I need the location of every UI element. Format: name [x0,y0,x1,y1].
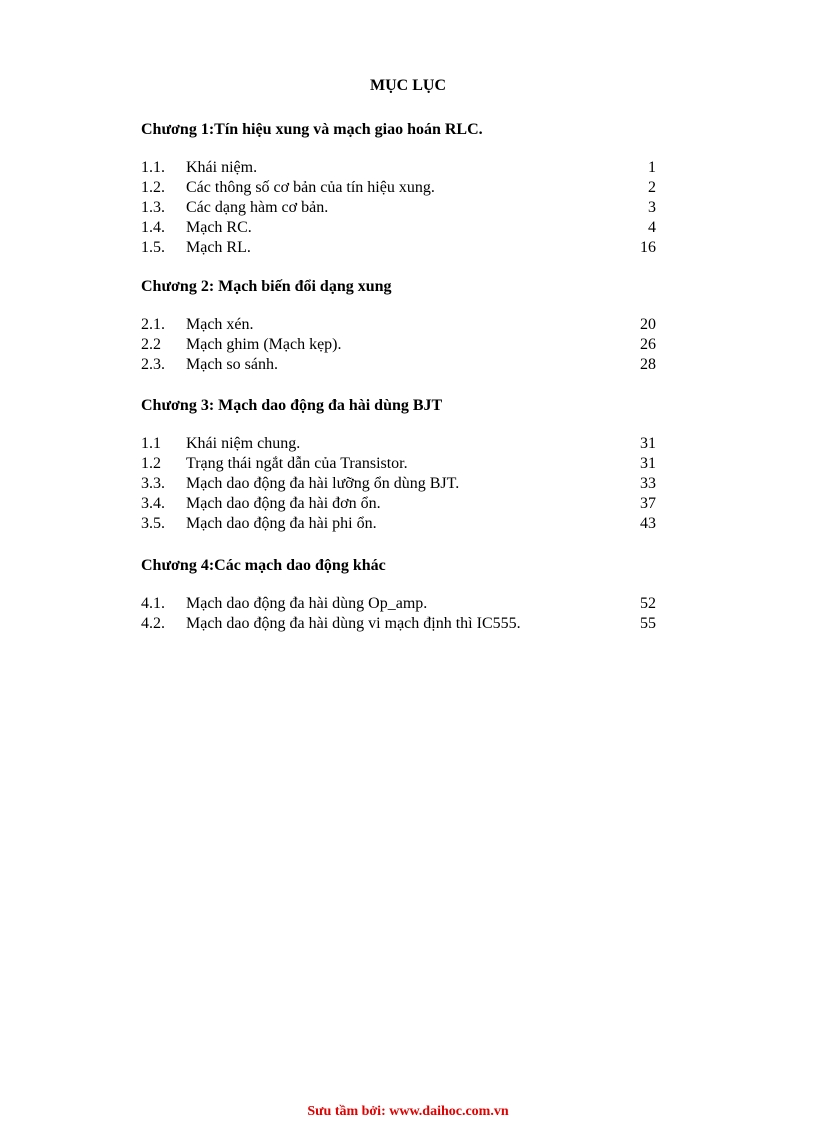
toc-entry[interactable] [141,198,656,218]
entry-number: 1.1. [141,159,165,176]
entry-number: 1.2 [141,455,161,472]
entry-page: 31 [640,435,656,452]
entry-title: Mạch dao động đa hài lưỡng ổn dùng BJT. [186,475,460,492]
entry-title: Các thông số cơ bản của tín hiệu xung. [186,179,435,196]
entry-number: 1.5. [141,239,165,256]
chapter-1 [141,120,656,258]
footer-label: Sưu tầm bởi: [307,1104,390,1119]
entry-number: 2.3. [141,356,165,373]
entry-page: 16 [640,239,656,256]
toc-list [141,434,656,534]
entry-title: Khái niệm chung. [186,435,301,452]
toc-entry[interactable] [141,494,656,514]
entry-page: 43 [640,515,656,532]
toc-entry[interactable] [141,315,656,335]
chapter-title: Chương 3: Mạch dao động đa hài dùng BJT [141,397,443,414]
chapter-4 [141,556,656,634]
entry-title: Mạch ghim (Mạch kẹp). [186,336,342,353]
entry-number: 3.5. [141,515,165,532]
toc-entry[interactable] [141,355,656,375]
toc-entry[interactable] [141,594,656,614]
entry-number: 1.2. [141,179,165,196]
toc-entry[interactable] [141,158,656,178]
entry-title: Mạch so sánh. [186,356,278,373]
entry-page: 1 [648,159,656,176]
entry-page: 33 [640,475,656,492]
entry-title: Mạch xén. [186,316,254,333]
entry-number: 3.4. [141,495,165,512]
toc-entry[interactable] [141,238,656,258]
entry-page: 37 [640,495,656,512]
entry-title: Khái niệm. [186,159,258,176]
chapter-title: Chương 4:Các mạch dao động khác [141,557,386,574]
toc-entry[interactable] [141,474,656,494]
entry-number: 2.1. [141,316,165,333]
toc-entry[interactable] [141,178,656,198]
entry-page: 55 [640,615,656,632]
footer-link[interactable]: www.daihoc.com.vn [389,1104,509,1119]
entry-page: 26 [640,336,656,353]
entry-page: 4 [648,219,656,236]
toc-entry[interactable] [141,335,656,355]
entry-page: 2 [648,179,656,196]
entry-number: 4.2. [141,615,165,632]
chapter-2 [141,277,656,375]
entry-number: 4.1. [141,595,165,612]
entry-title: Trạng thái ngắt dẫn của Transistor. [186,455,408,472]
entry-page: 52 [640,595,656,612]
chapter-3 [141,396,656,534]
entry-page: 20 [640,316,656,333]
chapter-title: Chương 1:Tín hiệu xung và mạch giao hoán RLC. [141,121,483,138]
footer-credit [0,1104,816,1120]
entry-number: 1.1 [141,435,161,452]
entry-title: Mạch dao động đa hài dùng vi mạch định thì IC555. [186,615,521,632]
toc-list [141,158,656,258]
toc-entry[interactable] [141,434,656,454]
chapter-title: Chương 2: Mạch biến đổi dạng xung [141,278,392,295]
page-title: MỤC LỤC [370,77,446,94]
toc-entry[interactable] [141,614,656,634]
entry-title: Mạch RC. [186,219,252,236]
toc-entry[interactable] [141,514,656,534]
entry-title: Mạch RL. [186,239,251,256]
entry-title: Mạch dao động đa hài phi ổn. [186,515,377,532]
entry-page: 28 [640,356,656,373]
entry-title: Các dạng hàm cơ bản. [186,199,329,216]
entry-page: 3 [648,199,656,216]
entry-number: 3.3. [141,475,165,492]
toc-entry[interactable] [141,454,656,474]
entry-number: 1.3. [141,199,165,216]
entry-title: Mạch dao động đa hài dùng Op_amp. [186,595,428,612]
toc-list [141,594,656,634]
toc-entry[interactable] [141,218,656,238]
entry-number: 2.2 [141,336,161,353]
entry-page: 31 [640,455,656,472]
entry-number: 1.4. [141,219,165,236]
entry-title: Mạch dao động đa hài đơn ổn. [186,495,381,512]
toc-list [141,315,656,375]
